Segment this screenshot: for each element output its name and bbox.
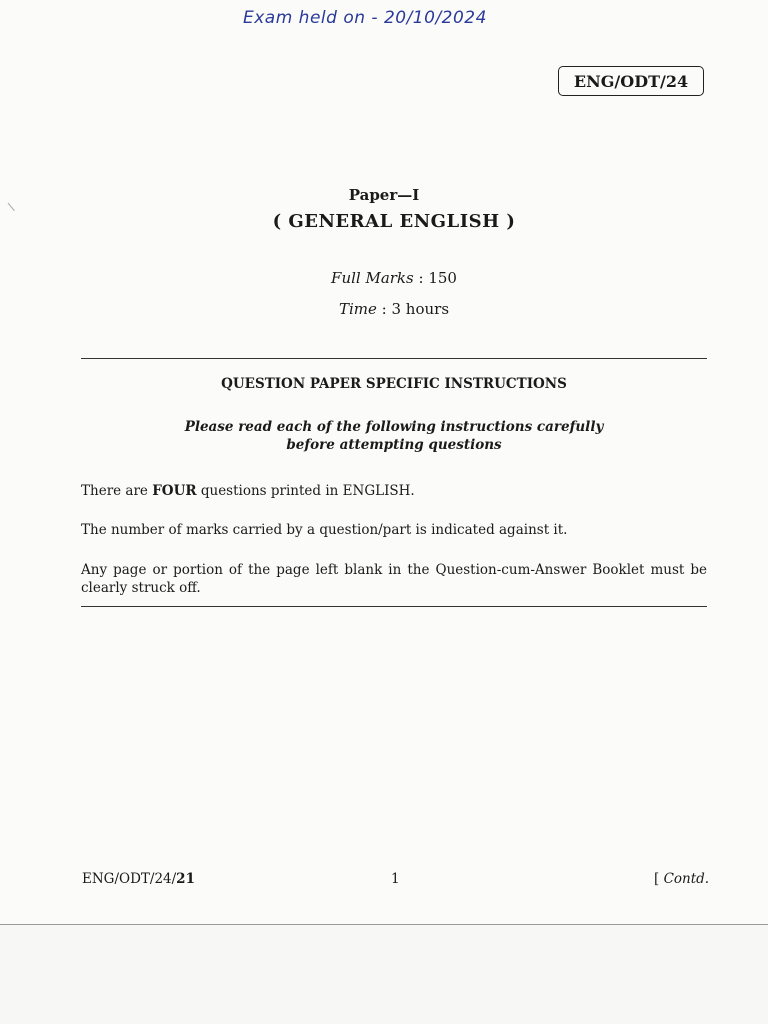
full-marks: [0, 269, 768, 287]
continued-marker: [654, 871, 709, 887]
instructions-heading: QUESTION PAPER SPECIFIC INSTRUCTIONS: [221, 376, 567, 392]
top-divider: [81, 358, 707, 359]
subheading-line-1: Please read each of the following instructions carefully: [184, 419, 604, 435]
paper-code: ENG/ODT/24: [573, 71, 689, 91]
footer-code-suffix: 21: [176, 871, 195, 887]
paper-code-box: [558, 66, 704, 96]
full-marks-value: : 150: [413, 269, 457, 287]
footer-code: [82, 871, 195, 887]
instruction-item: The number of marks carried by a question/part is indicated against it.: [81, 522, 568, 538]
instruction-item: [81, 482, 707, 500]
continued-text: Contd.: [663, 871, 710, 887]
continued-bracket: [: [654, 871, 664, 887]
instructions-subheading: [0, 418, 768, 454]
instruction-item: Any page or portion of the page left blank in the Question-cum-Answer Booklet must be clearly struck off.: [81, 562, 707, 596]
paper-number: Paper—I: [348, 186, 420, 204]
paper-subject: ( GENERAL ENGLISH ): [272, 211, 516, 232]
bottom-divider: [81, 606, 707, 607]
instruction-emphasis: FOUR: [152, 483, 197, 499]
page-number: 1: [391, 871, 400, 887]
instruction-text: There are: [81, 483, 153, 499]
instruction-text: questions printed in ENGLISH.: [196, 483, 415, 499]
footer-code-prefix: ENG/ODT/24/: [82, 871, 177, 887]
full-marks-label: Full Marks: [331, 269, 414, 287]
time-value: : 3 hours: [376, 300, 450, 318]
subheading-line-2: before attempting questions: [286, 437, 502, 453]
handwritten-note: Exam held on - 20/10/2024: [243, 8, 487, 28]
time-label: Time: [338, 300, 377, 318]
time-allowed: [0, 300, 768, 318]
